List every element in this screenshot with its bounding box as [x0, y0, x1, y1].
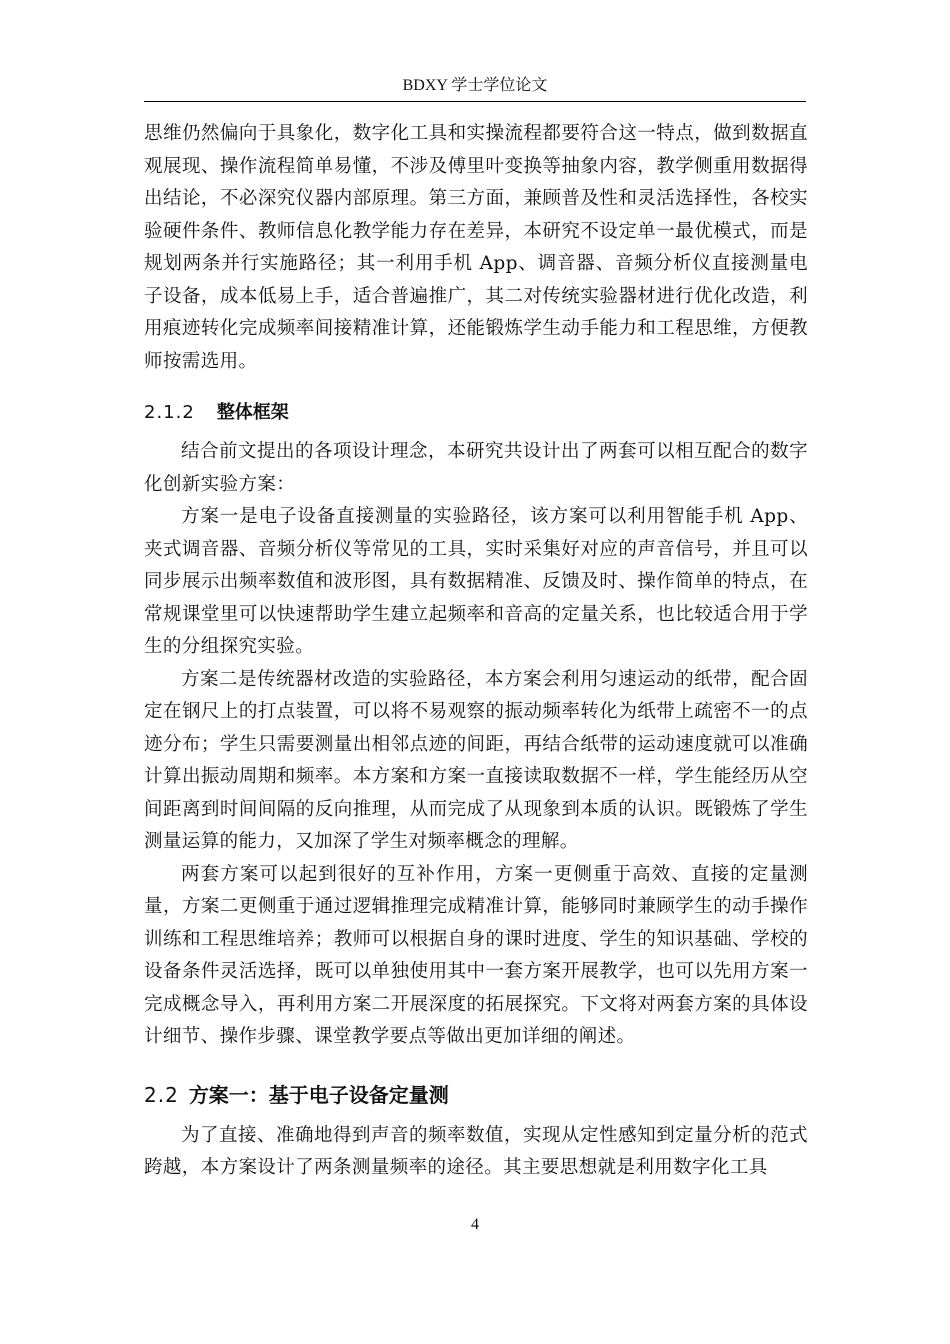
- header-divider: [144, 101, 806, 102]
- section-title: 方案一：基于电子设备定量测: [188, 1082, 449, 1107]
- paragraph-complementary: 两套方案可以起到很好的互补作用，方案一更侧重于高效、直接的定量测量，方案二更侧重于通过逻辑推理完成精准计算，能够同时兼顾学生的动手操作训练和工程思维培养；教师可以根据自身的课时进度、学生的知识基础、学校的设备条件灵活选择，既可以单独使用其中一套方案开展教学，也可以先用方案一完成概念导入，再利用方案二开展深度的拓展探究。下文将对两套方案的具体设计细节、操作步骤、课堂教学要点等做出更加详细的阐述。: [144, 863, 808, 1047]
- paragraph-continued: 思维仍然偏向于具象化，数字化工具和实操流程都要符合这一特点，做到数据直观展现、操作流程简单易懂，不涉及傅里叶变换等抽象内容，教学侧重用数据得出结论，不必深究仪器内部原理。第三方面，兼顾普及性和灵活选择性，各校实验硬件条件、教师信息化教学能力存在差异，本研究不设定单一最优模式，而是规划两条并行实施路径；其一利用手机 App、调音器、音频分析仪直接测量电子设备，成本低易上手，适合普遍推广，其二对传统实验器材进行优化改造，利用痕迹转化完成频率间接精准计算，还能锻炼学生动手能力和工程思维，方便教师按需选用。: [144, 123, 808, 372]
- page-number: 4: [471, 1216, 479, 1233]
- section-heading-2-2: [144, 1080, 808, 1110]
- section-number: 2.2: [144, 1082, 179, 1107]
- section-heading-2-1-2: [144, 400, 808, 426]
- body-content: [144, 118, 808, 1185]
- section-number: 2.1.2: [144, 402, 195, 423]
- paragraph-intro: 结合前文提出的各项设计理念，本研究共设计出了两套可以相互配合的数字化创新实验方案：: [144, 441, 808, 495]
- paragraph-scheme-one: 方案一是电子设备直接测量的实验路径，该方案可以利用智能手机 App、夹式调音器、音频分析仪等常见的工具，实时采集好对应的声音信号，并且可以同步展示出频率数值和波形图，具有数据精准、反馈及时、操作简单的特点，在常规课堂里可以快速帮助学生建立起频率和音高的定量关系，也比较适合用于学生的分组探究实验。: [144, 506, 808, 657]
- paragraph-scheme-two: 方案二是传统器材改造的实验路径，本方案会利用匀速运动的纸带，配合固定在钢尺上的打点装置，可以将不易观察的振动频率转化为纸带上疏密不一的点迹分布；学生只需要测量出相邻点迹的间距，再结合纸带的运动速度就可以准确计算出振动周期和频率。本方案和方案一直接读取数据不一样，学生能经历从空间距离到时间间隔的反向推理，从而完成了从现象到本质的认识。既锻炼了学生测量运算的能力，又加深了学生对频率概念的理解。: [144, 668, 808, 852]
- paragraph-scheme-one-intro: 为了直接、准确地得到声音的频率数值，实现从定性感知到定量分析的范式跨越，本方案设计了两条测量频率的途径。其主要思想就是利用数字化工具: [144, 1124, 808, 1178]
- running-header: BDXY 学士学位论文: [402, 77, 548, 94]
- section-title: 整体框架: [216, 402, 289, 423]
